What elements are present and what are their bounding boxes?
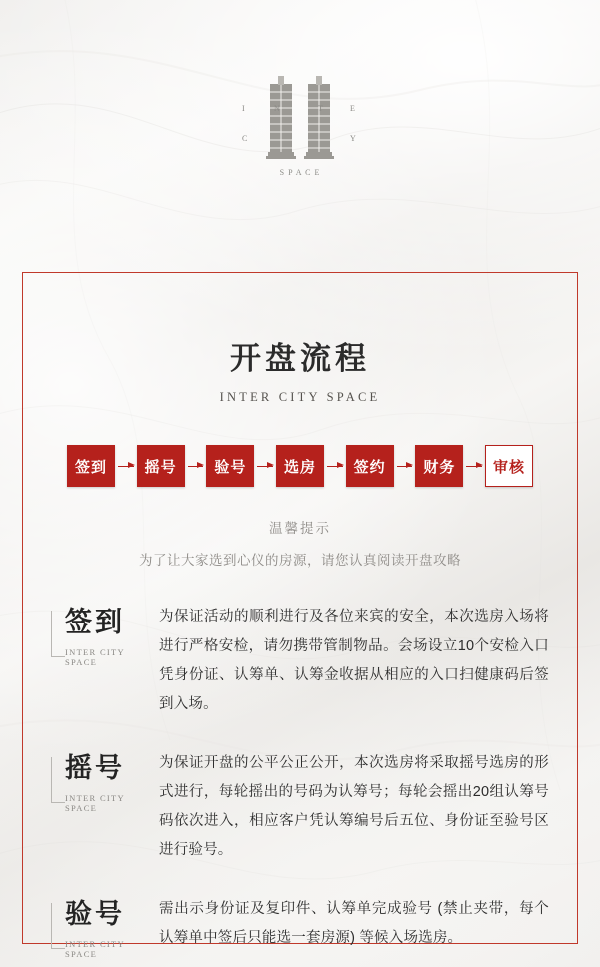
section-list bbox=[51, 603, 549, 959]
section-en-1: INTER CITY SPACE bbox=[65, 647, 125, 668]
step-chip-6[interactable]: 财务 bbox=[415, 445, 463, 487]
section-name-1: 签到 bbox=[65, 607, 125, 637]
tip-text: 为了让大家选到心仪的房源，请您认真阅读开盘攻略 bbox=[139, 553, 461, 568]
step-chip-5[interactable]: 签约 bbox=[346, 445, 394, 487]
inter-city-space-logo bbox=[240, 72, 360, 182]
page-title: 开盘流程 bbox=[230, 341, 370, 376]
section-label-2 bbox=[51, 749, 159, 813]
logo-letter-e: E bbox=[350, 104, 356, 113]
section-en-2: INTER CITY SPACE bbox=[65, 793, 125, 814]
tip-title: 温馨提示 bbox=[269, 521, 331, 536]
section-body-2: 为保证开盘的公平公正公开，本次选房将采取摇号选房的形式进行，每轮摇出的号码为认筹号；每轮会摇出20组认筹号码依次进入，相应客户凭认筹编号后五位、身份证至验号区进行验号。 bbox=[159, 755, 549, 858]
step-chip-7[interactable]: 审核 bbox=[485, 445, 533, 487]
section-label-1 bbox=[51, 603, 159, 667]
step-arrow-1 bbox=[118, 466, 134, 467]
section-body-3: 需出示身份证及复印件、认筹单完成验号 (禁止夹带，每个认筹单中签后只能选一套房源) 等候入场选房。 bbox=[159, 901, 549, 946]
step-chip-1[interactable]: 签到 bbox=[67, 445, 115, 487]
logo-letter-y: Y bbox=[350, 134, 357, 143]
page-subtitle: INTER CITY SPACE bbox=[219, 390, 381, 404]
logo-word-space: S P A C E bbox=[279, 168, 321, 177]
section-name-2: 摇号 bbox=[65, 753, 125, 783]
twin-towers-icon bbox=[240, 72, 360, 182]
logo-area bbox=[0, 72, 600, 182]
step-arrow-4 bbox=[327, 466, 343, 467]
logo-letter-n: N bbox=[274, 104, 281, 113]
step-arrow-5 bbox=[397, 466, 413, 467]
section-name-3: 验号 bbox=[65, 899, 125, 929]
step-chip-3[interactable]: 验号 bbox=[206, 445, 254, 487]
section-item bbox=[51, 603, 549, 719]
process-steps bbox=[51, 445, 549, 487]
step-chip-4[interactable]: 选房 bbox=[276, 445, 324, 487]
step-arrow-2 bbox=[188, 466, 204, 467]
section-label-3 bbox=[51, 895, 159, 959]
logo-letter-c: C bbox=[242, 134, 249, 143]
section-en-3: INTER CITY SPACE bbox=[65, 939, 125, 960]
step-arrow-6 bbox=[466, 466, 482, 467]
section-body-1: 为保证活动的顺利进行及各位来宾的安全，本次选房入场将进行严格安检，请勿携带管制物品。会场设立10个安检入口凭身份证、认筹单、认筹金收据从相应的入口扫健康码后签到入场。 bbox=[159, 609, 549, 712]
logo-letter-i: I bbox=[242, 104, 246, 113]
section-item bbox=[51, 895, 549, 959]
step-chip-2[interactable]: 摇号 bbox=[137, 445, 185, 487]
content-card bbox=[22, 272, 578, 960]
step-arrow-3 bbox=[257, 466, 273, 467]
logo-letter-t: T bbox=[318, 104, 324, 113]
section-item bbox=[51, 749, 549, 865]
